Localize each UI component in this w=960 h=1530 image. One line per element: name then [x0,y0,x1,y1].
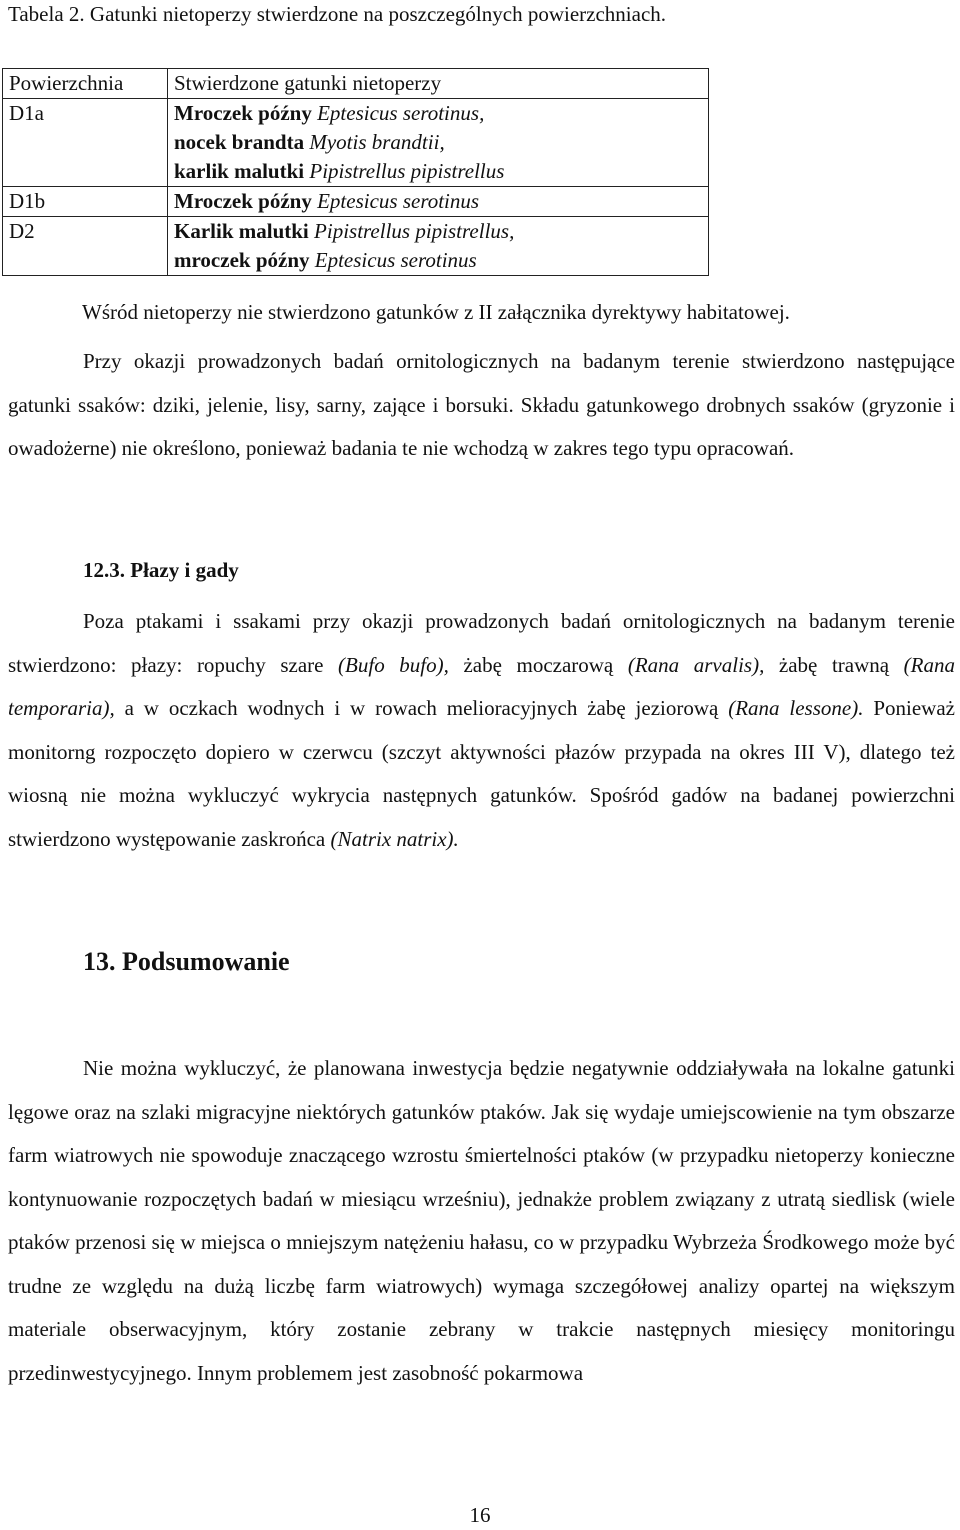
species-entry: karlik malutki Pipistrellus pipistrellus [174,159,505,183]
species-cell [168,217,709,276]
species-entry: Karlik malutki Pipistrellus pipistrellus, [174,219,515,243]
species-cell [168,99,709,187]
section-heading-summary: 13. Podsumowanie [83,947,290,976]
area-cell: D1a [3,99,168,187]
table-caption: Tabela 2. Gatunki nietoperzy stwierdzone na poszczególnych powierzchniach. [8,2,667,26]
table-row [3,99,709,187]
mammals-paragraph: Przy okazji prowadzonych badań ornitologicznych na badanym terenie stwierdzono następujące gatunki ssaków: dziki, jelenie, lisy, sarny, zające i borsuki. Składu gatunkowego drobnych ssaków (gryzonie i owadożerne) nie określono, ponieważ badania te nie wchodzą w zakres tego typu opracowań. [8,349,955,460]
species-entry: mroczek późny Eptesicus serotinus [174,248,477,272]
table-header-row [3,69,709,99]
page-number: 16 [469,1503,491,1527]
table-row [3,217,709,276]
header-area: Powierzchnia [3,69,168,99]
header-species: Stwierdzone gatunki nietoperzy [168,69,709,99]
summary-paragraph: Nie można wykluczyć, że planowana inwestycja będzie negatywnie oddziaływała na lokalne gatunki lęgowe oraz na szlaki migracyjne niektórych gatunków ptaków. Jak się wydaje umiejscowienie na tym obszarze farm wiatrowych nie spowoduje znaczącego wzrostu śmiertelności ptaków (w przypadku nietoperzy konieczne kontynuowanie rozpoczętych badań w miesiącu wrześniu), jednakże problem związany z utratą siedlisk (wiele ptaków przenosi się w miejsca o mniejszym natężeniu hałasu, co w przypadku Wybrzeża Środkowego może być trudne ze względu na dużą liczbę farm wiatrowych) wymaga szczegółowej analizy opartej na większym materiale obserwacyjnym, który zostanie zebrany w trakcie następnych miesięcy monitoringu przedinwestycyjnego. Innym problemem jest zasobność pokarmowa [8,1056,955,1385]
species-entry: Mroczek późny Eptesicus serotinus, [174,101,485,125]
species-cell [168,187,709,217]
bats-note: Wśród nietoperzy nie stwierdzono gatunków z II załącznika dyrektywy habitatowej. [82,300,790,324]
table-row [3,187,709,217]
area-cell: D1b [3,187,168,217]
species-entry: nocek brandta Myotis brandtii, [174,130,445,154]
bat-species-table [2,68,709,276]
area-cell: D2 [3,217,168,276]
amphibians-paragraph: Poza ptakami i ssakami przy okazji prowadzonych badań ornitologicznych na badanym terenie stwierdzono: płazy: ropuchy szare (Bufo bufo), żabę moczarową (Rana arvalis), żabę trawną (Rana temporaria), a w oczkach wodnych i w rowach melioracyjnych żabę jeziorową (Rana lessone). Ponieważ monitorng rozpoczęto dopiero w czerwcu (szczyt aktywności płazów przypada na okres III V), dlatego też wiosną nie można wykluczyć wykrycia następnych gatunków. Spośród gadów na badanej powierzchni stwierdzono występowanie zaskrońca (Natrix natrix). [8,609,955,851]
species-entry: Mroczek późny Eptesicus serotinus [174,189,480,213]
section-heading-amphibians: 12.3. Płazy i gady [83,558,239,582]
